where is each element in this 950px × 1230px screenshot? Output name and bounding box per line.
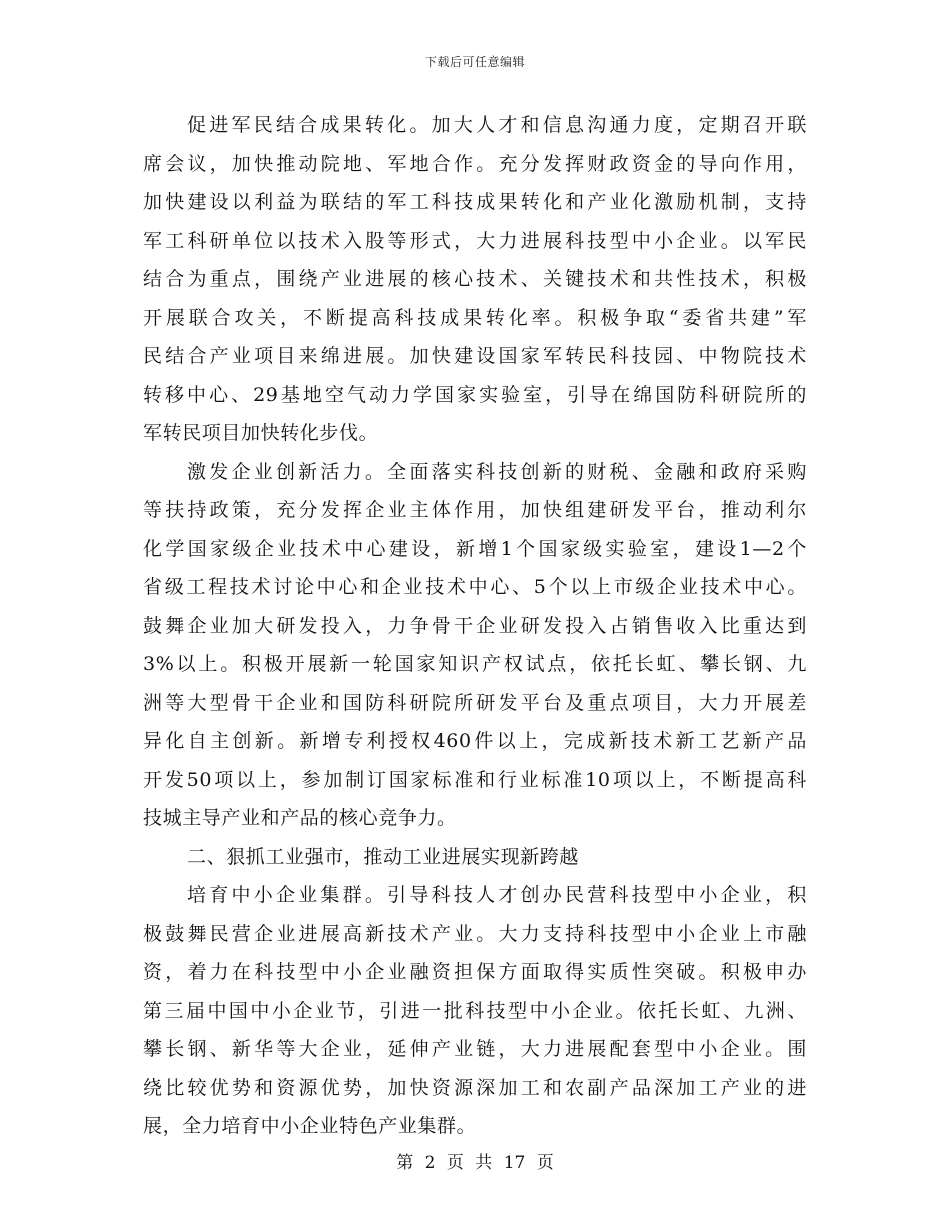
page-number-footer: 第 2 页 共 17 页 [396,1153,554,1173]
document-body [143,106,807,1146]
paragraph-line: 结合为重点，围绕产业进展的核心技术、关键技术和共性技术，积极 [143,268,807,290]
section-heading: 二、狠抓工业强市，推动工业进展实现新跨越 [187,845,580,868]
paragraph-line: 加快建设以利益为联结的军工科技成果转化和产业化激励机制，支持 [143,191,807,213]
paragraph-line: 促进军民结合成果转化。加大人才和信息沟通力度，定期召开联 [187,114,807,136]
paragraph-line: 激发企业创新活力。全面落实科技创新的财税、金融和政府采购 [187,460,807,483]
paragraph-line: 开展联合攻关，不断提高科技成果转化率。积极争取“委省共建”军 [143,306,807,329]
paragraph-line: 3%以上。积极开展新一轮国家知识产权试点，依托长虹、攀长钢、九 [143,653,807,675]
paragraph-line: 资，着力在科技型中小企业融资担保方面取得实质性突破。积极申办 [143,961,807,983]
paragraph-line: 民结合产业项目来绵进展。加快建设国家军转民科技园、中物院技术 [143,345,807,367]
paragraph-line: 绕比较优势和资源优势，加快资源深加工和农副产品深加工产业的进 [143,1076,807,1099]
paragraph-line: 培育中小企业集群。引导科技人才创办民营科技型中小企业，积 [187,884,807,906]
paragraph-line: 异化自主创新。新增专利授权460件以上，完成新技术新工艺新产品 [143,730,807,752]
paragraph-line: 展，全力培育中小企业特色产业集群。 [143,1115,477,1137]
paragraph-line: 省级工程技术讨论中心和企业技术中心、5个以上市级企业技术中心。 [143,576,807,598]
paragraph-line: 极鼓舞民营企业进展高新技术产业。大力支持科技型中小企业上市融 [143,922,807,945]
paragraph-line: 转移中心、29基地空气动力学国家实验室，引导在绵国防科研院所的 [143,383,807,406]
paragraph-line: 攀长钢、新华等大企业，延伸产业链，大力进展配套型中小企业。围 [143,1038,807,1060]
paragraph-line: 化学国家级企业技术中心建设，新增1个国家级实验室，建设1—2个 [143,537,807,560]
paragraph-line: 军工科研单位以技术入股等形式，大力进展科技型中小企业。以军民 [143,229,807,252]
paragraph-line: 技城主导产业和产品的核心竞争力。 [143,807,457,829]
page-header: 下载后可任意编辑 [424,55,525,69]
paragraph-line: 席会议，加快推动院地、军地合作。充分发挥财政资金的导向作用， [143,152,807,175]
paragraph-line: 开发50项以上，参加制订国家标准和行业标准10项以上，不断提高科 [143,768,807,791]
paragraph-line: 鼓舞企业加大研发投入，力争骨干企业研发投入占销售收入比重达到 [143,614,807,637]
paragraph-line: 第三届中国中小企业节，引进一批科技型中小企业。依托长虹、九洲、 [143,999,807,1022]
paragraph-line: 军转民项目加快转化步伐。 [143,422,379,444]
paragraph-line: 等扶持政策，充分发挥企业主体作用，加快组建研发平台，推动利尔 [143,499,807,521]
paragraph-line: 洲等大型骨干企业和国防科研院所研发平台及重点项目，大力开展差 [143,691,807,714]
